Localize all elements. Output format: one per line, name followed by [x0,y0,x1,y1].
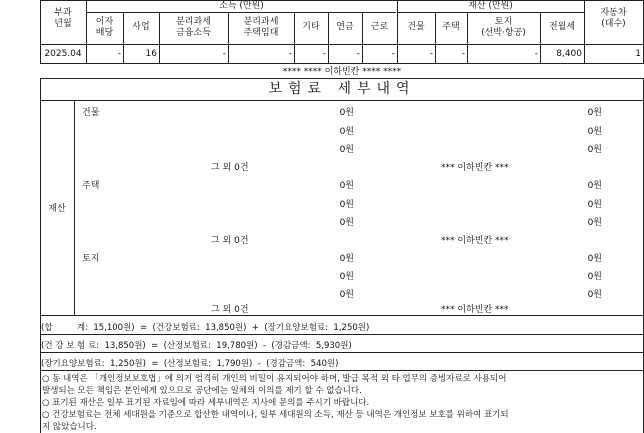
rule [40,44,644,45]
blank-notice: **** **** 이하빈칸 **** **** [282,67,402,77]
rule [40,63,644,64]
amount: 0원 [587,181,602,191]
amount: 0원 [339,290,354,300]
notice-text: ○ 건강보험료는 전체 세대원을 기준으로 합산한 내역이나, 일부 세대원의 소득, 재산 등 내역은 개인정보 보호를 위하여 표기되 [42,410,509,420]
amount: 0원 [339,181,354,191]
rule [40,334,644,335]
notice-text: ○ 동 내역은 「개인정보보호법」에 의거 엄격히 개인의 비밀이 유지되어야 하며, 발급 목적 외 타 업무의 증빙자료로 사용되어 [42,374,507,384]
col-header: 이자 배당 [95,17,114,38]
blank-marker: *** 이하빈칸 *** [441,163,509,173]
col-header: 근로 [370,22,389,32]
cell: 1 [635,49,641,59]
amount: 0원 [587,254,602,264]
amount: 0원 [339,145,354,155]
amount: 0원 [587,290,602,300]
amount: 0원 [339,254,354,264]
cell: - [356,49,360,59]
col-header: 연금 [336,22,354,32]
rule [74,100,75,316]
cell: - [391,49,395,59]
rule [40,370,644,371]
col-header: 분리과세 금융소득 [176,17,211,38]
col-header: 분리과세 주택임대 [243,17,279,38]
group-name: 건물 [82,108,100,118]
blank-marker: *** 이하빈칸 *** [441,305,509,315]
amount: 0원 [339,200,354,210]
amount: 0원 [587,127,602,137]
amount: 0원 [339,127,354,137]
cell: - [429,49,433,59]
amount: 0원 [587,218,602,228]
cell: - [222,49,226,59]
col-header: 사업 [132,22,150,32]
rule [40,100,644,101]
others-count: 그 외 0건 [211,163,249,173]
col-header: 전월세 [548,22,576,32]
cell: - [461,49,465,59]
rule [40,78,644,79]
income-group-header: 소득 (만원) [219,1,264,11]
cell: - [534,49,538,59]
levy-period-header: 부과 년월 [54,8,72,29]
others-count: 그 외 0건 [211,236,249,246]
amount: 0원 [339,108,354,118]
col-header: 건물 [407,22,425,32]
ltc-line: (장기요양보험료: 1,250원) = (산정보험료: 1,790원) - (경감금액: 540원) [41,359,339,369]
amount: 0원 [587,272,602,282]
rule [40,315,41,433]
cell: - [322,49,326,59]
notice-text: 발생되는 모든 책임은 본인에게 있으므로 공단에는 일체의 이의를 제기 할 수 없습니다. [42,386,362,396]
cell: - [288,49,292,59]
col-header: 주택 [442,22,460,32]
rule [40,315,644,316]
rule [86,12,396,13]
amount: 0원 [587,200,602,210]
cell: - [117,49,121,59]
property-group-header: 재산 (만원) [468,1,513,11]
rule [40,352,644,353]
period-cell: 2025.04 [44,49,82,59]
amount: 0원 [587,145,602,155]
notice-text: 지 않았습니다. [42,422,97,432]
group-name: 토지 [82,254,100,264]
others-count: 그 외 0건 [211,305,249,315]
cell: 16 [145,49,157,59]
blank-marker: *** 이하빈칸 *** [441,236,509,246]
section-title: 보험료 세부내역 [268,81,416,97]
notice-text: ○ 표기된 재산은 일부 표기된 자료임에 따라 세부내역은 지사에 문의를 주시기 바랍니다. [42,398,370,408]
rule [398,12,584,13]
property-label: 재산 [48,204,66,214]
total-line: (합 계: 15,100원) = (건강보험료: 13,850원) + (장기요양보험료: 1,250원) [41,323,370,333]
cell: 8,400 [556,49,582,59]
car-header: 자동차 (대수) [600,8,627,29]
health-line: (건 강 보 험 료: 13,850원) = (산정보험료: 19,780원) - (경감금액: 5,930원) [41,341,352,351]
amount: 0원 [339,272,354,282]
amount: 0원 [587,108,602,118]
amount: 0원 [339,218,354,228]
col-header: 기타 [302,22,320,32]
col-header: 토지 (선박·항공) [481,17,526,38]
group-name: 주택 [82,181,100,191]
